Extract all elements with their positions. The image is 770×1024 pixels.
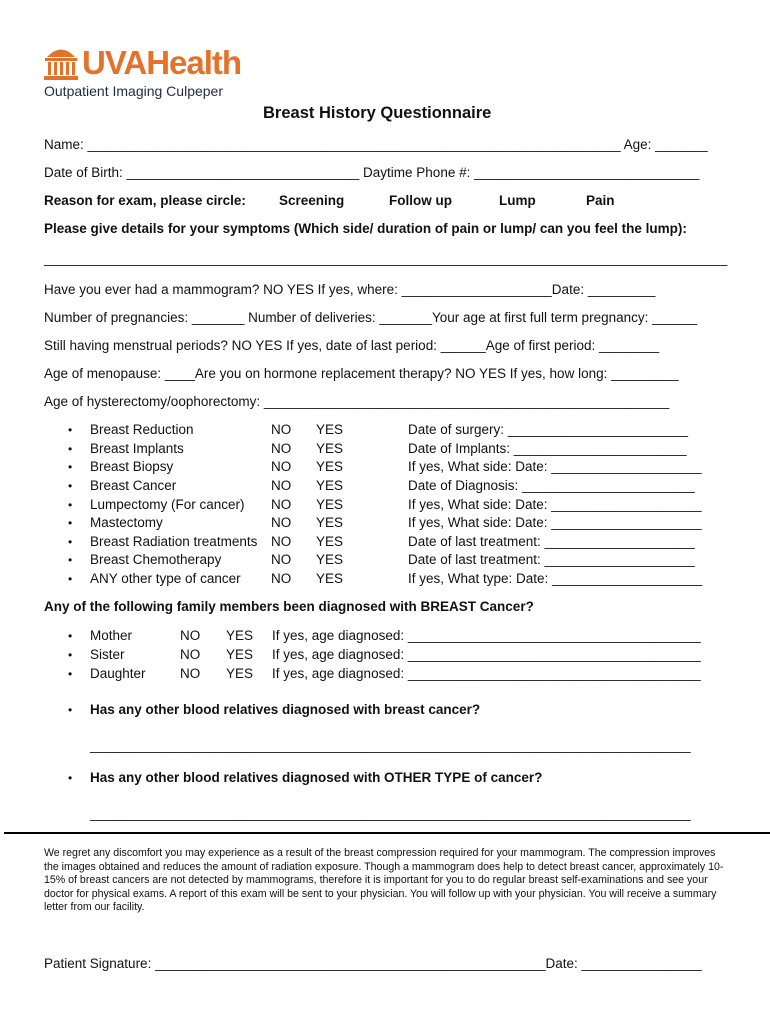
bullet-icon: • [68,572,73,586]
history-label: ANY other type of cancer [90,571,241,586]
menopause-question[interactable]: Age of menopause: ____Are you on hormone replacement therapy? NO YES If yes, how long: _________ [44,366,679,381]
history-yes-option[interactable]: YES [316,534,344,549]
history-no-option[interactable]: NO [271,478,292,493]
family-age-field[interactable]: If yes, age diagnosed: _______________________________________ [272,628,701,643]
reason-followup-option[interactable]: Follow up [389,193,452,208]
bullet-icon: • [68,442,73,456]
history-label: Mastectomy [90,515,163,530]
bullet-icon: • [68,667,73,681]
other-relatives-breast-answer[interactable]: ________________________________________________________________________________ [90,738,691,753]
history-label: Breast Radiation treatments [90,534,258,549]
reason-screening-option[interactable]: Screening [279,193,345,208]
family-question: Any of the following family members been diagnosed with BREAST Cancer? [44,599,534,614]
mammogram-question[interactable]: Have you ever had a mammogram? NO YES If yes, where: ____________________Date: _________ [44,282,656,297]
history-detail-field[interactable]: Date of surgery: ________________________ [408,422,688,437]
history-detail-field[interactable]: If yes, What side: Date: ____________________ [408,459,702,474]
dob-phone-field[interactable]: Date of Birth: _______________________________ Daytime Phone #: ______________________________ [44,165,700,180]
other-relatives-breast-question: Has any other blood relatives diagnosed with breast cancer? [90,702,481,717]
history-no-option[interactable]: NO [271,441,292,456]
logo-rotunda-icon [44,44,78,80]
bullet-icon: • [68,460,73,474]
bullet-icon: • [68,498,73,512]
menstrual-question[interactable]: Still having menstrual periods? NO YES If yes, date of last period: ______Age of first period: ________ [44,338,660,353]
bullet-icon: • [68,516,73,530]
family-member-label: Daughter [90,666,146,681]
history-no-option[interactable]: NO [271,552,292,567]
history-detail-field[interactable]: Date of last treatment: ____________________ [408,552,695,567]
other-relatives-other-answer[interactable]: ________________________________________________________________________________ [90,806,691,821]
section-divider [4,832,770,834]
other-relatives-other-question: Has any other blood relatives diagnosed with OTHER TYPE of cancer? [90,770,543,785]
family-member-label: Sister [90,647,125,662]
family-member-label: Mother [90,628,133,643]
bullet-icon: • [68,423,73,437]
bullet-icon: • [68,771,73,785]
history-detail-field[interactable]: If yes, What side: Date: ____________________ [408,515,702,530]
family-age-field[interactable]: If yes, age diagnosed: _______________________________________ [272,647,701,662]
symptoms-question: Please give details for your symptoms (Which side/ duration of pain or lump/ can you feel the lump): [44,221,687,236]
history-no-option[interactable]: NO [271,515,292,530]
history-label: Breast Reduction [90,422,194,437]
history-yes-option[interactable]: YES [316,497,344,512]
history-yes-option[interactable]: YES [316,515,344,530]
history-detail-field[interactable]: If yes, What type: Date: ____________________ [408,571,703,586]
name-age-field[interactable]: Name: _______________________________________________________________________ Age: _______ [44,137,708,152]
family-no-option[interactable]: NO [180,647,201,662]
bullet-icon: • [68,553,73,567]
history-label: Lumpectomy (For cancer) [90,497,245,512]
history-label: Breast Chemotherapy [90,552,222,567]
history-detail-field[interactable]: If yes, What side: Date: ____________________ [408,497,702,512]
compression-notice: We regret any discomfort you may experience as a result of the breast compression required for your mammogram. The compression improves the images obtained and reduces the amount of radiation exposure. Though a mammogram does help to detect breast cancer, approximately 10-15% of breast cancers are not detected by mammograms, therefore it is important for you to do regular breast self-examinations and see your doctor for physical exams. A report of this exam will be sent to your physician. You will follow up with your physician. You will receive a summary letter from our facility. [44,847,724,914]
history-yes-option[interactable]: YES [316,422,344,437]
history-detail-field[interactable]: Date of Implants: _______________________ [408,441,687,456]
bullet-icon: • [68,535,73,549]
history-no-option[interactable]: NO [271,534,292,549]
hysterectomy-question[interactable]: Age of hysterectomy/oophorectomy: ______________________________________________________ [44,394,670,409]
bullet-icon: • [68,629,73,643]
family-no-option[interactable]: NO [180,666,201,681]
family-no-option[interactable]: NO [180,628,201,643]
reason-pain-option[interactable]: Pain [586,193,615,208]
logo-subtitle: Outpatient Imaging Culpeper [44,83,223,99]
history-detail-field[interactable]: Date of Diagnosis: _______________________ [408,478,695,493]
reason-label: Reason for exam, please circle: [44,193,246,208]
page-title: Breast History Questionnaire [263,104,492,122]
history-no-option[interactable]: NO [271,571,292,586]
history-detail-field[interactable]: Date of last treatment: ____________________ [408,534,695,549]
history-yes-option[interactable]: YES [316,571,344,586]
pregnancies-question[interactable]: Number of pregnancies: _______ Number of deliveries: _______Your age at first full term pregnancy: ______ [44,310,698,325]
history-no-option[interactable]: NO [271,459,292,474]
history-no-option[interactable]: NO [271,422,292,437]
reason-lump-option[interactable]: Lump [499,193,536,208]
family-yes-option[interactable]: YES [226,628,254,643]
logo-wordmark: UVAHealth [82,44,242,81]
family-age-field[interactable]: If yes, age diagnosed: _______________________________________ [272,666,701,681]
symptoms-answer-line[interactable]: ___________________________________________________________________________________________ [44,251,728,266]
history-yes-option[interactable]: YES [316,441,344,456]
family-yes-option[interactable]: YES [226,666,254,681]
bullet-icon: • [68,479,73,493]
history-label: Breast Biopsy [90,459,174,474]
history-yes-option[interactable]: YES [316,459,344,474]
family-yes-option[interactable]: YES [226,647,254,662]
history-no-option[interactable]: NO [271,497,292,512]
history-label: Breast Implants [90,441,184,456]
history-label: Breast Cancer [90,478,177,493]
bullet-icon: • [68,703,73,717]
history-yes-option[interactable]: YES [316,478,344,493]
bullet-icon: • [68,648,73,662]
history-yes-option[interactable]: YES [316,552,344,567]
signature-field[interactable]: Patient Signature: ____________________________________________________Date: ________________ [44,956,702,971]
